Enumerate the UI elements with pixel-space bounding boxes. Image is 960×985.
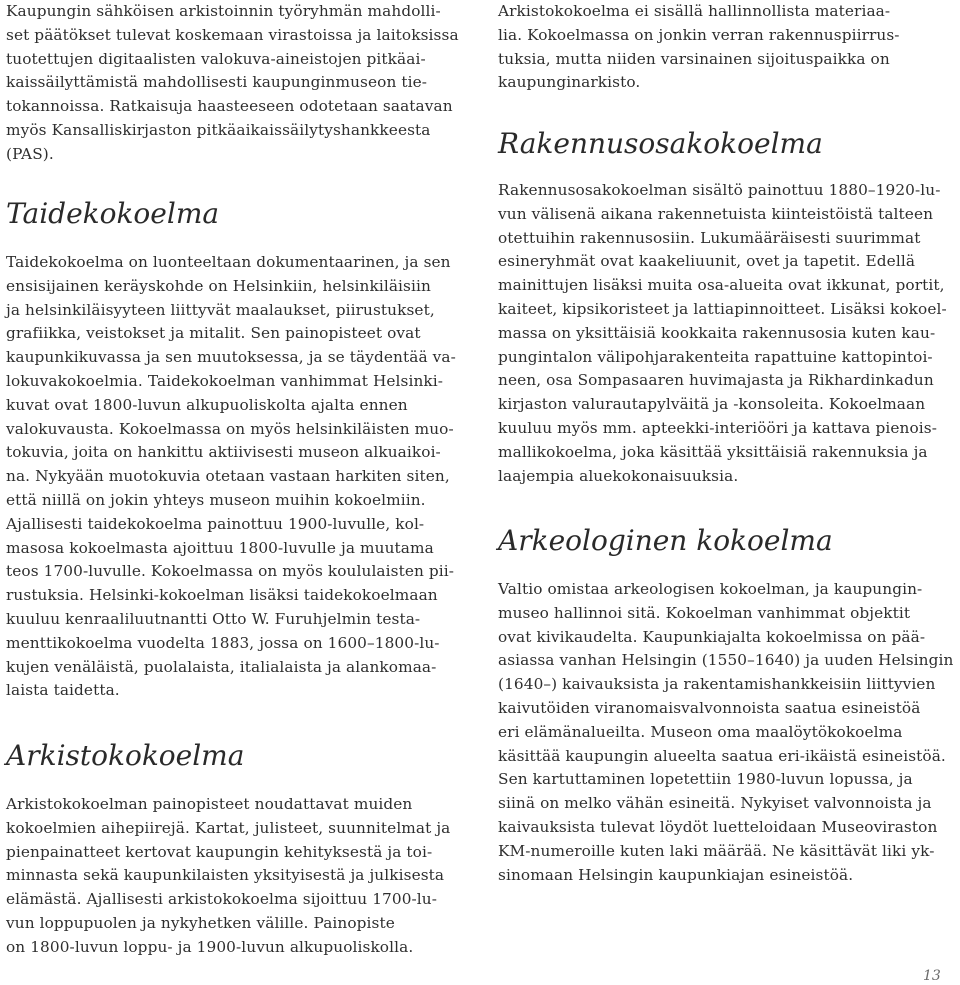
text-line: kaivauksista tulevat löydöt luetteloidaan Museoviraston (498, 817, 938, 836)
text-line: myös Kansalliskirjaston pitkäaikaissäilytyshankkeesta (6, 120, 431, 139)
text-line: asiassa vanhan Helsingin (1550–1640) ja uuden Helsingin (498, 651, 954, 670)
text-line: minnasta sekä kaupunkilaisten yksityisestä ja julkisesta (6, 866, 445, 885)
text-line: lia. Kokoelmassa on jonkin verran rakennuspiirrus- (498, 25, 900, 44)
text-line: laista taidetta. (6, 681, 120, 700)
text-line: Rakennusosakokoelman sisältö painottuu 1880–1920-lu- (498, 181, 941, 199)
text-line: valokuvausta. Kokoelmassa on myös helsinkiläisten muo- (6, 419, 454, 438)
text-line: grafiikka, veistokset ja mitalit. Sen painopisteet ovat (6, 324, 421, 343)
text-line: ovat kivikaudelta. Kaupunkiajalta kokoelmissa on pää- (498, 627, 926, 646)
text-line: Valtio omistaa arkeologisen kokoelman, ja kaupungin- (498, 580, 923, 598)
text-line: Arkistokokoelman painopisteet noudattavat muiden (6, 795, 413, 813)
page-number: 13 (923, 968, 941, 984)
text-line: neen, osa Sompasaaren huvimajasta ja Rikhardinkadun (498, 371, 934, 390)
text-line: lokuvakokoelmia. Taidekokoelman vanhimmat Helsinki- (6, 371, 444, 390)
text-line: kujen venäläistä, puolalaista, italialaista ja alankomaa- (6, 657, 437, 676)
arkeologinen-kokoelma-paragraph (498, 578, 953, 887)
text-line: käsittää kaupungin alueelta saatua eri-ikäistä esineistöä. (498, 746, 946, 765)
text-line: laajempia aluekokonaisuuksia. (498, 466, 739, 485)
heading-taidekokoelma: Taidekokoelma (6, 197, 220, 230)
text-line: Kaupungin sähköisen arkistoinnin työryhmän mahdolli- (6, 2, 441, 20)
intro-paragraph (6, 0, 459, 167)
text-line: (PAS). (6, 144, 54, 163)
text-line: vun välisenä aikana rakennetuista kiinteistöistä talteen (498, 204, 934, 223)
text-line: Ajallisesti taidekokoelma painottuu 1900-luvulle, kol- (6, 514, 425, 533)
text-line: vun loppupuolen ja nykyhetken välille. Painopiste (6, 913, 395, 932)
text-line: tuotettujen digitaalisten valokuva-aineistojen pitkäai- (6, 49, 426, 68)
text-line: rustuksia. Helsinki-kokoelman lisäksi taidekokoelmaan (6, 586, 438, 605)
text-line: na. Nykyään muotokuvia otetaan vastaan harkiten siten, (6, 467, 450, 486)
text-line: massa on yksittäisiä kookkaita rakennusosia kuten kau- (498, 323, 936, 342)
text-line: kaupunginarkisto. (498, 73, 641, 92)
text-line: kaupunkikuvassa ja sen muutoksessa, ja se täydentää va- (6, 348, 456, 367)
text-line: set päätökset tulevat koskemaan virastoissa ja laitoksissa (6, 25, 459, 44)
text-line: mallikokoelma, joka käsittää yksittäisiä rakennuksia ja (498, 442, 928, 461)
text-line: (1640–) kaivauksista ja rakentamishankkeisiin liittyvien (498, 675, 936, 694)
text-line: menttikokoelma vuodelta 1883, jossa on 1600–1800-lu- (6, 633, 440, 652)
text-line: mainittujen lisäksi muita osa-alueita ovat ikkunat, portit, (498, 276, 945, 295)
text-line: kaivutöiden viranomaisvalvonnoista saatua esineistöä (498, 698, 921, 717)
text-line: kaiteet, kipsikoristeet ja lattiapinnoitteet. Lisäksi kokoel- (498, 299, 947, 318)
text-line: eri elämänalueilta. Museon oma maalöytökokoelma (498, 722, 903, 741)
arkistokokoelma-paragraph (6, 793, 450, 960)
text-line: otettuihin rakennusosiin. Lukumääräisesti suurimmat (498, 228, 921, 247)
text-line: ja helsinkiläisyyteen liittyvät maalaukset, piirustukset, (6, 300, 435, 319)
text-line: pungintalon välipohjarakenteita rapattuine kattopintoi- (498, 347, 933, 366)
text-line: kokoelmien aihepiirejä. Kartat, julisteet, suunnitelmat ja (6, 818, 451, 837)
text-line: kuvat ovat 1800-luvun alkupuoliskolta ajalta ennen (6, 395, 408, 414)
text-line: kuuluu myös mm. apteekki-interiööri ja kattava pienois- (498, 418, 937, 437)
heading-arkistokokoelma: Arkistokokoelma (6, 739, 245, 772)
text-line: tokuvia, joita on hankittu aktiivisesti museon alkuaikoi- (6, 443, 441, 462)
text-line: masosa kokoelmasta ajoittuu 1800-luvulle ja muutama (6, 538, 434, 557)
arkisto-continued-paragraph (498, 0, 900, 95)
text-line: Arkistokokoelma ei sisällä hallinnollista materiaa- (498, 2, 891, 20)
taidekokoelma-paragraph (6, 251, 456, 703)
text-line: sinomaan Helsingin kaupunkiajan esineistöä. (498, 865, 854, 884)
text-line: teos 1700-luvulle. Kokoelmassa on myös koululaisten pii- (6, 562, 455, 581)
text-line: kaissäilyttämistä mahdollisesti kaupunginmuseon tie- (6, 73, 428, 92)
text-line: siinä on melko vähän esineitä. Nykyiset valvonnoista ja (498, 794, 932, 813)
text-line: elämästä. Ajallisesti arkistokokoelma sijoittuu 1700-lu- (6, 890, 438, 909)
text-line: tuksia, mutta niiden varsinainen sijoituspaikka on (498, 49, 890, 68)
text-line: KM-numeroille kuten laki määrää. Ne käsittävät liki yk- (498, 841, 935, 860)
heading-rakennusosakokoelma: Rakennusosakokoelma (498, 127, 823, 160)
text-line: ensisijainen keräyskohde on Helsinkiin, helsinkiläisiin (6, 276, 431, 295)
text-line: kirjaston valurautapylväitä ja -konsoleita. Kokoelmaan (498, 395, 926, 414)
text-line: tokannoissa. Ratkaisuja haasteeseen odotetaan saatavan (6, 97, 453, 116)
text-line: pienpainatteet kertovat kaupungin kehityksestä ja toi- (6, 842, 433, 861)
text-line: Taidekokoelma on luonteeltaan dokumentaarinen, ja sen (6, 253, 451, 271)
rakennusosakokoelma-paragraph (498, 179, 947, 488)
heading-arkeologinen-kokoelma: Arkeologinen kokoelma (498, 524, 833, 557)
text-line: museo hallinnoi sitä. Kokoelman vanhimmat objektit (498, 603, 911, 622)
text-line: kuuluu kenraaliluutnantti Otto W. Furuhjelmin testa- (6, 609, 421, 628)
text-line: on 1800-luvun loppu- ja 1900-luvun alkupuoliskolla. (6, 937, 414, 956)
text-line: esineryhmät ovat kaakeliuunit, ovet ja tapetit. Edellä (498, 252, 916, 271)
text-line: että niillä on jokin yhteys museon muihin kokoelmiin. (6, 490, 426, 509)
text-line: Sen kartuttaminen lopetettiin 1980-luvun lopussa, ja (498, 770, 913, 789)
